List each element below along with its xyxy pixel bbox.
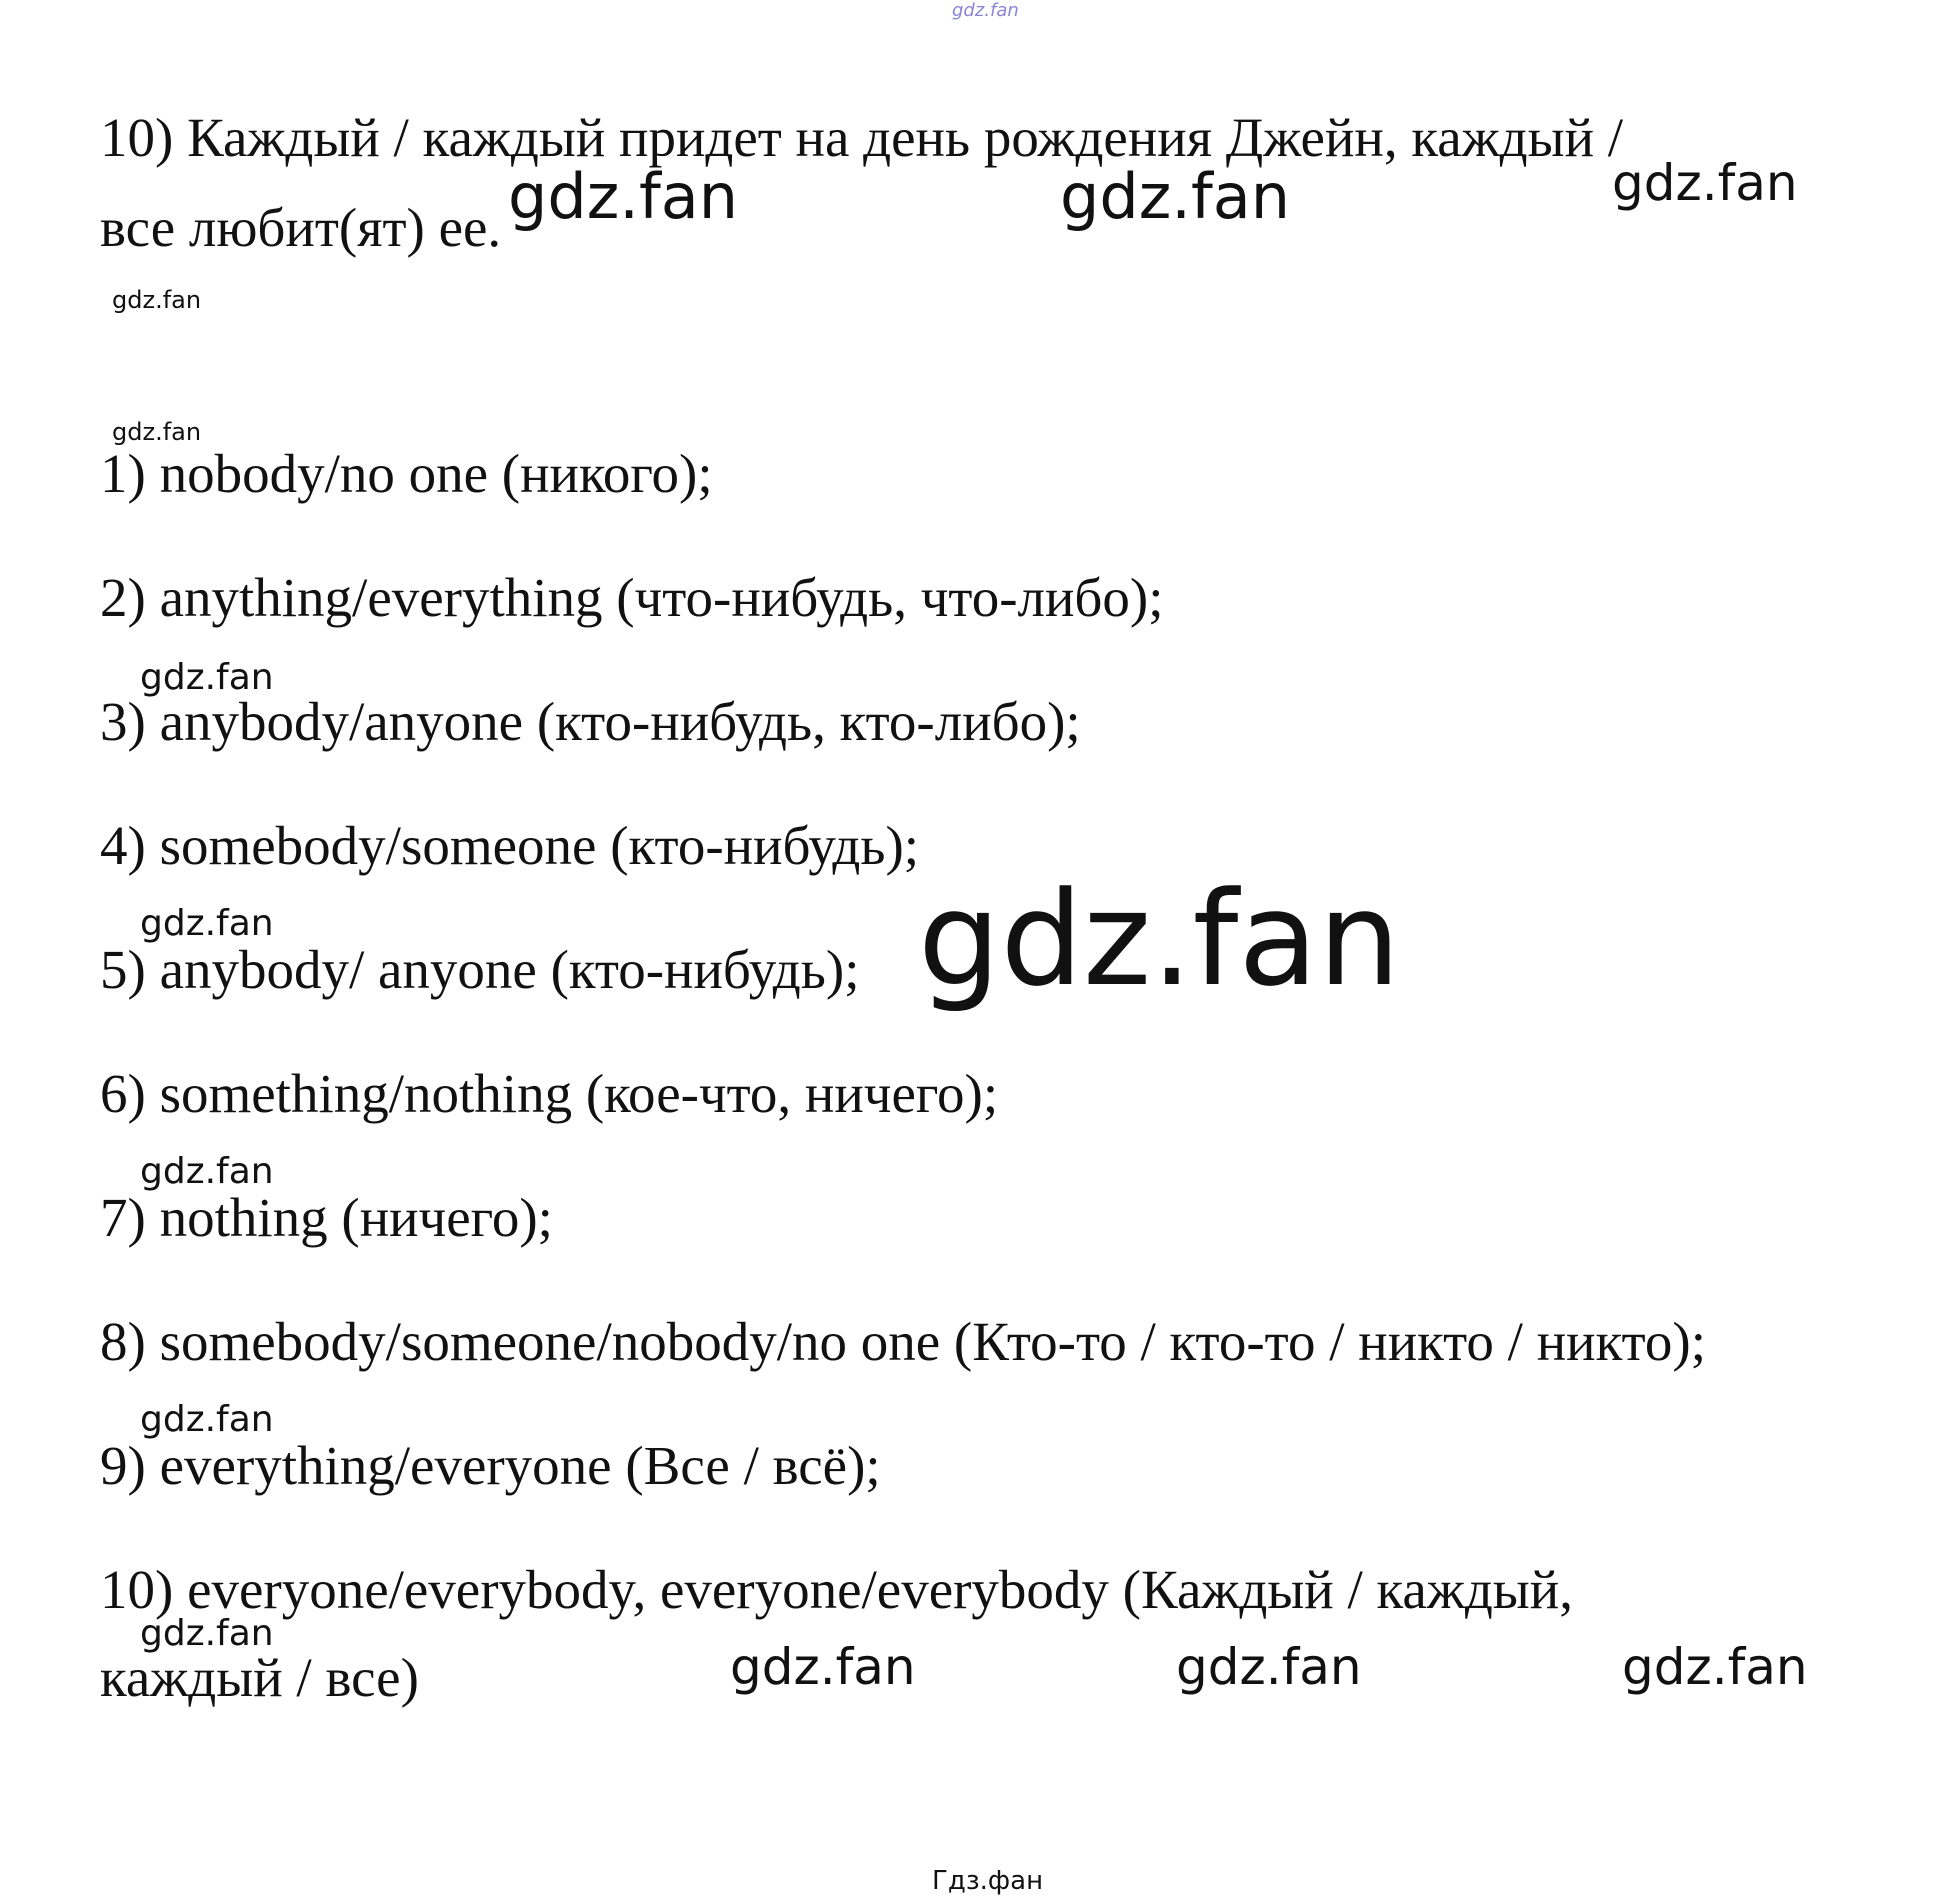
watermark: gdz.fan xyxy=(140,903,274,944)
watermark: gdz.fan xyxy=(140,1151,274,1192)
answer-item-10: 10) everyone/everybody, everyone/everybody (Каждый / каждый, xyxy=(100,1559,1573,1620)
answer-item-9: 9) everything/everyone (Все / всё); xyxy=(100,1435,881,1496)
watermark: gdz.fan xyxy=(1176,1638,1362,1696)
watermark: gdz.fan xyxy=(112,418,202,446)
watermark: gdz.fan xyxy=(140,1399,274,1440)
task-line-2: все любит(ят) ее. xyxy=(100,197,502,258)
answer-item-5: 5) anybody/ anyone (кто-нибудь); xyxy=(100,939,860,1000)
answer-item-3: 3) anybody/anyone (кто-нибудь, кто-либо); xyxy=(100,691,1081,752)
watermark: gdz.fan xyxy=(140,1613,274,1654)
answer-item-6: 6) something/nothing (кое-что, ничего); xyxy=(100,1063,999,1124)
task-line-1: 10) Каждый / каждый придет на день рождения Джейн, каждый / xyxy=(100,107,1624,168)
watermark-large: gdz.fan xyxy=(918,863,1401,1015)
watermark: gdz.fan xyxy=(112,286,202,314)
watermark: gdz.fan xyxy=(1060,160,1291,233)
watermark: gdz.fan xyxy=(508,160,739,233)
answer-item-2: 2) anything/everything (что-нибудь, что-либо); xyxy=(100,567,1164,628)
watermark: gdz.fan xyxy=(1612,154,1798,212)
answer-item-1: 1) nobody/no one (никого); xyxy=(100,443,713,504)
watermark: gdz.fan xyxy=(140,657,274,698)
answer-item-8: 8) somebody/someone/nobody/no one (Кто-то / кто-то / никто / никто); xyxy=(100,1311,1706,1372)
header-watermark: gdz.fan xyxy=(952,0,1019,21)
answer-item-10-continued: каждый / все) xyxy=(100,1647,419,1708)
watermark: gdz.fan xyxy=(1622,1638,1808,1696)
answer-item-4: 4) somebody/someone (кто-нибудь); xyxy=(100,815,920,876)
answer-item-7: 7) nothing (ничего); xyxy=(100,1187,553,1248)
footer-text: Гдз.фан xyxy=(932,1866,1044,1896)
watermark: gdz.fan xyxy=(730,1638,916,1696)
